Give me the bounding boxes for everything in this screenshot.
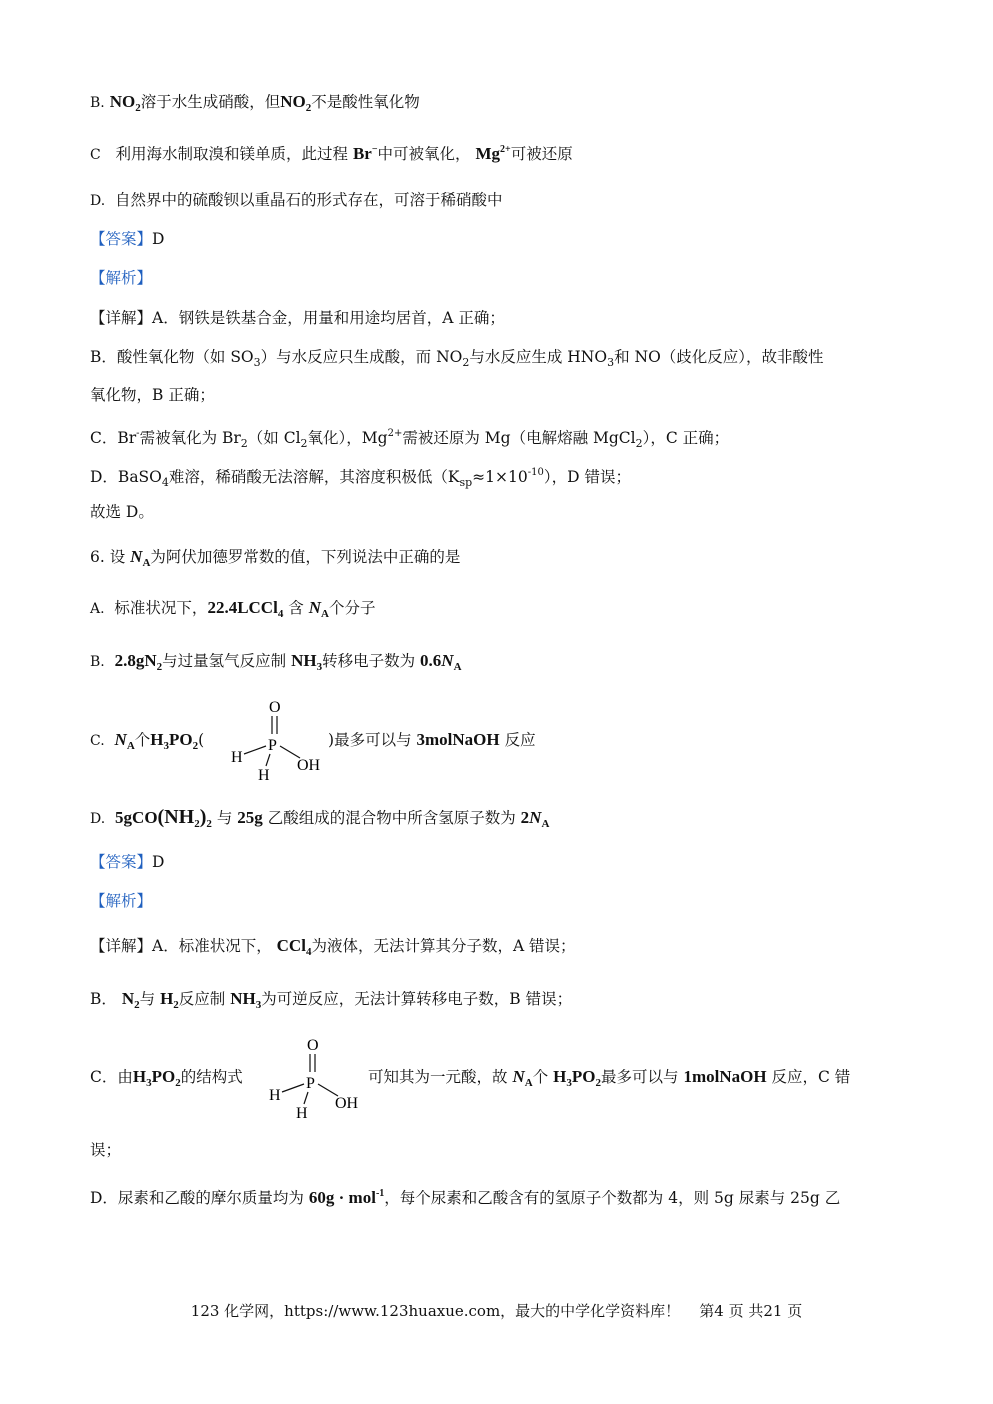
formula: N xyxy=(529,808,542,827)
atom-p: P xyxy=(268,737,277,754)
subscript: 2 xyxy=(156,661,163,673)
q5-explain-b2 xyxy=(90,385,903,405)
analysis-tag: 【解析】 xyxy=(90,269,153,287)
text: ），D 错误； xyxy=(543,468,631,486)
option-label: D. xyxy=(90,811,106,827)
subscript: 2 xyxy=(206,818,212,830)
text: ，每个尿素和乙酸含有的氢原子个数都为 4，则 5g 尿素与 25g 乙 xyxy=(384,1189,841,1207)
formula: 22.4LCCl xyxy=(207,598,278,617)
text: A．钢铁是铁基合金，用量和用途均居首，A 正确； xyxy=(152,309,505,327)
option-label: B. xyxy=(90,654,105,670)
text: ）与水反应只生成酸，而 NO xyxy=(260,348,463,366)
subscript: 3 xyxy=(566,1077,572,1089)
option-label: A. xyxy=(90,601,105,617)
text: 反应制 xyxy=(178,990,226,1008)
superscript: -1 xyxy=(375,1188,385,1199)
text: A．标准状况下， xyxy=(152,937,272,955)
formula: N xyxy=(512,1067,525,1086)
text: 含 xyxy=(288,599,304,617)
superscript: 2+ xyxy=(500,144,511,155)
text: 个 xyxy=(532,1068,549,1086)
superscript: -10 xyxy=(527,467,544,478)
option-label: D. xyxy=(90,193,106,209)
atom-oh: OH xyxy=(297,757,321,774)
superscript: 2+ xyxy=(387,428,403,439)
text: 自然界中的硫酸钡以重晶石的形式存在，可溶于稀硝酸中 xyxy=(115,191,503,209)
text: 与 xyxy=(216,809,233,827)
page-number: 第4 页 共21 页 xyxy=(699,1302,803,1320)
q5-explain-a xyxy=(90,308,903,328)
subscript: A xyxy=(142,557,151,569)
formula: Br xyxy=(352,144,372,163)
q5-option-b xyxy=(90,92,903,118)
formula: N xyxy=(308,598,321,617)
text: ），C 正确； xyxy=(642,429,730,447)
subscript: 2 xyxy=(192,740,199,752)
formula: NO xyxy=(280,92,306,111)
answer-tag: 【答案】 xyxy=(90,230,153,248)
text: 需被还原为 Mg（电解熔融 MgCl xyxy=(402,429,636,447)
formula: N xyxy=(441,651,454,670)
h3po2-structure-diagram xyxy=(228,696,335,784)
subscript: 2 xyxy=(135,102,141,114)
superscript: - xyxy=(136,428,140,439)
formula: 2 xyxy=(520,808,530,827)
text: ≈1×10 xyxy=(472,468,528,486)
atom-h: H xyxy=(231,749,243,766)
formula: 1molNaOH xyxy=(683,1067,767,1086)
q6-analysis-tag xyxy=(90,891,903,911)
answer-value: D xyxy=(152,230,165,248)
q6-explain-a xyxy=(90,936,903,962)
text: （如 Cl xyxy=(247,429,301,447)
text: 的结构式 xyxy=(180,1068,243,1086)
bond-line xyxy=(304,1092,308,1104)
text: 氧化物，B 正确； xyxy=(90,386,215,404)
subscript: A xyxy=(320,608,329,620)
q6-option-b xyxy=(90,651,903,677)
text: 和 NO（歧化反应），故非酸性 xyxy=(614,348,824,366)
text: B． xyxy=(90,990,117,1008)
text: C．由 xyxy=(90,1068,133,1086)
q6-stem xyxy=(90,547,903,573)
subscript: A xyxy=(126,740,135,752)
subscript: 4 xyxy=(277,608,284,620)
subscript: 3 xyxy=(316,661,323,673)
q5-option-d xyxy=(90,190,903,211)
text: 误； xyxy=(90,1141,122,1159)
text: 故选 D。 xyxy=(90,503,154,521)
bond-line xyxy=(244,746,266,754)
subscript: 2 xyxy=(305,102,312,114)
h3po2-structure-diagram-2 xyxy=(266,1034,370,1122)
text: 最多可以与 xyxy=(600,1068,679,1086)
text: 中可被氧化， xyxy=(377,145,471,163)
subscript: 4 xyxy=(305,946,312,958)
text: 为液体，无法计算其分子数，A 错误； xyxy=(311,937,576,955)
q6-explain-d xyxy=(90,1184,903,1208)
subscript: 4 xyxy=(161,476,169,489)
formula: H xyxy=(553,1067,567,1086)
bond-line xyxy=(282,1084,304,1092)
page-footer xyxy=(0,1300,993,1321)
subscript: 3 xyxy=(163,740,170,752)
q6-explain-c-cont xyxy=(90,1140,903,1160)
analysis-tag: 【解析】 xyxy=(90,892,153,910)
formula: 25g xyxy=(237,808,263,827)
formula: N xyxy=(114,730,127,749)
text: 需被氧化为 Br xyxy=(139,429,241,447)
text: 为可逆反应，无法计算转移电子数，B 错误； xyxy=(261,990,573,1008)
atom-o: O xyxy=(269,699,281,716)
q6-option-a xyxy=(90,598,903,624)
subscript: 3 xyxy=(255,999,262,1011)
text: 与 xyxy=(139,990,156,1008)
atom-p: P xyxy=(306,1075,315,1092)
text: 反应 xyxy=(504,731,536,749)
text: 难溶，稀硝酸无法溶解，其溶度积极低（K xyxy=(168,468,460,486)
formula: NO xyxy=(109,92,136,111)
option-label: B. xyxy=(90,95,105,111)
subscript: 3 xyxy=(253,356,261,369)
text: 与过量氢气反应制 xyxy=(162,652,287,670)
text: 标准状况下， xyxy=(114,599,208,617)
q5-answer xyxy=(90,229,903,249)
formula: H xyxy=(150,730,164,749)
text: 可被还原 xyxy=(510,145,573,163)
text: 可知其为一元酸，故 xyxy=(368,1068,508,1086)
subscript: 2 xyxy=(635,437,643,450)
q5-conclusion xyxy=(90,502,903,522)
footer-site-text: 123 化学网，https://www.123huaxue.com，最大的中学化学资料库！ xyxy=(190,1302,681,1320)
subscript: 3 xyxy=(146,1077,152,1089)
answer-tag: 【答案】 xyxy=(90,853,153,871)
subscript: 2 xyxy=(462,356,470,369)
text: ) xyxy=(328,731,335,749)
subscript: A xyxy=(541,818,550,830)
formula: 0.6 xyxy=(420,651,442,670)
text: 乙酸组成的混合物中所含氢原子数为 xyxy=(267,809,516,827)
text: 个分子 xyxy=(328,599,376,617)
formula: 5gCO xyxy=(115,808,158,827)
q6-explain-c-tail xyxy=(368,1067,905,1093)
formula: N xyxy=(130,547,143,566)
formula: PO xyxy=(169,730,193,749)
q6-option-d xyxy=(90,807,903,834)
formula: ) xyxy=(199,806,207,828)
subscript: A xyxy=(524,1077,533,1089)
formula: PO xyxy=(571,1067,596,1086)
formula: 3molNaOH xyxy=(416,730,500,749)
atom-oh: OH xyxy=(335,1095,359,1112)
option-label: C. xyxy=(90,733,105,749)
formula: CCl xyxy=(276,936,306,955)
formula: NH xyxy=(230,989,256,1008)
formula: N xyxy=(121,989,135,1008)
text: 不是酸性氧化物 xyxy=(311,93,420,111)
superscript: − xyxy=(371,144,378,155)
detail-tag: 【详解】 xyxy=(90,937,153,955)
formula: (NH xyxy=(157,806,195,828)
q5-analysis-tag xyxy=(90,268,903,288)
q5-option-c xyxy=(90,140,903,165)
formula: 2.8gN xyxy=(114,651,157,670)
subscript: 2 xyxy=(173,999,179,1011)
text: 最多可以与 xyxy=(334,731,412,749)
formula: H xyxy=(160,989,174,1008)
text: 利用海水制取溴和镁单质，此过程 xyxy=(115,145,349,163)
q6-explain-b xyxy=(90,989,903,1015)
subscript: 3 xyxy=(607,356,615,369)
answer-value: D xyxy=(152,853,165,871)
atom-h: H xyxy=(296,1105,308,1122)
q5-explain-b1 xyxy=(90,347,903,373)
text: B．酸性氧化物（如 SO xyxy=(90,348,254,366)
formula: 60g · mol xyxy=(308,1188,376,1207)
subscript: sp xyxy=(459,476,473,489)
text: 6. 设 xyxy=(90,548,126,566)
q5-explain-d xyxy=(90,463,903,493)
text: 反应，C 错 xyxy=(771,1068,851,1086)
subscript: 2 xyxy=(300,437,308,450)
formula: NH xyxy=(291,651,317,670)
formula: Mg xyxy=(475,144,501,163)
text: 氧化），Mg xyxy=(307,429,388,447)
text: 溶于水生成硝酸，但 xyxy=(140,93,281,111)
text: 与水反应生成 HNO xyxy=(469,348,608,366)
subscript: 2 xyxy=(134,999,140,1011)
subscript: 2 xyxy=(194,818,200,830)
detail-tag: 【详解】 xyxy=(90,309,153,327)
subscript: A xyxy=(453,661,462,673)
text: 转移电子数为 xyxy=(322,652,416,670)
formula: PO xyxy=(151,1067,176,1086)
formula: H xyxy=(132,1067,147,1086)
text: 个 xyxy=(134,731,151,749)
text: D．BaSO xyxy=(90,468,162,486)
subscript: 2 xyxy=(595,1077,601,1089)
q5-explain-c xyxy=(90,424,903,454)
text: C．Br xyxy=(90,429,137,447)
text: D．尿素和乙酸的摩尔质量均为 xyxy=(90,1189,304,1207)
option-label: C xyxy=(90,147,101,163)
subscript: 2 xyxy=(175,1077,181,1089)
atom-h: H xyxy=(269,1087,281,1104)
subscript: 2 xyxy=(240,437,248,450)
q6-answer xyxy=(90,852,903,872)
text: 为阿伏加德罗常数的值，下列说法中正确的是 xyxy=(150,548,461,566)
bond-line xyxy=(266,754,270,766)
atom-o: O xyxy=(307,1037,319,1054)
atom-h: H xyxy=(258,767,270,784)
q6-option-c-tail xyxy=(328,730,903,750)
text: ( xyxy=(198,731,205,749)
